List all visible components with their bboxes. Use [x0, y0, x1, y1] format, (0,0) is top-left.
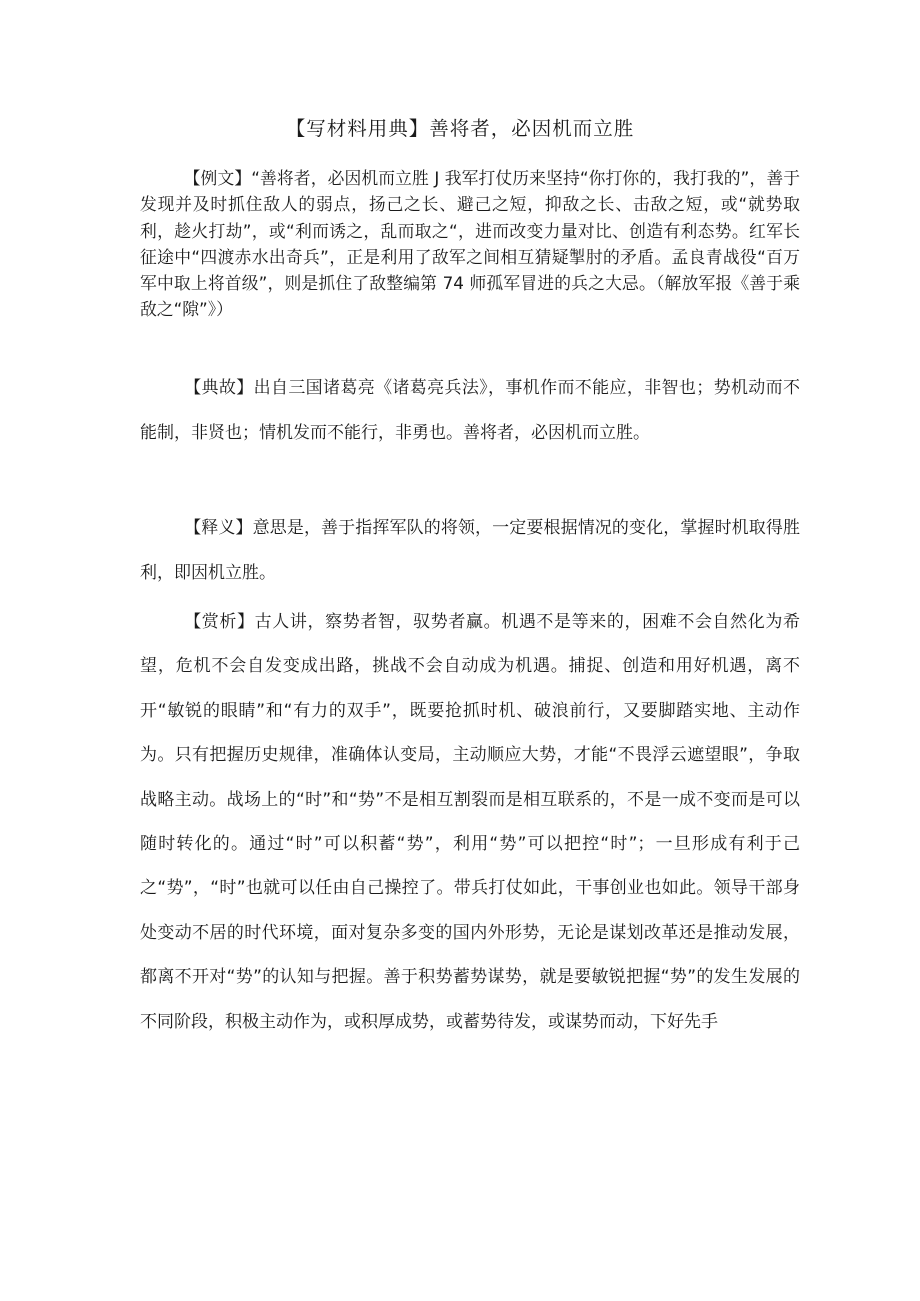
section-text-analysis: 古人讲，察势者智，驭势者赢。机遇不是等来的，困难不会自然化为希望，危机不会自发变成出路，挑战不会自动成为机遇。捕捉、创造和用好机遇，离不开“敏锐的眼睛”和“有力的双手”，既要抢抓时机、破浪前行，又要脚踏实地、主动作为。只有把握历史规律，准确体认变局，主动顺应大势，才能“不畏浮云遮望眼”，争取战略主动。战场上的“时”和“势”不是相互割裂而是相互联系的，不是一成不变而是可以随时转化的。通过“时”可以积蓄“势”，利用“势”可以把控“时”；一旦形成有利于己之“势”，“时”也就可以任由自己操控了。带兵打仗如此，干事创业也如此。领导干部身处变动不居的时代环境，面对复杂多变的国内外形势，无论是谋划改革还是推动发展，都离不开对“势”的认知与把握。善于积势蓄势谋势，就是要敏锐把握“势”的发生发展的不同阶段，积极主动作为，或积厚成势，或蓄势待发，或谋势而动，下好先手 [140, 612, 800, 1032]
section-tag-example: 【例文】 [183, 168, 252, 188]
section-tag-allusion: 【典故】 [184, 378, 254, 398]
paragraph-allusion [140, 366, 800, 455]
section-text-allusion: 出自三国诸葛亮《诸葛亮兵法》，事机作而不能应，非智也；势机动而不能制，非贤也；情机发而不能行，非勇也。善将者，必因机而立胜。 [140, 378, 801, 443]
paragraph-meaning [140, 506, 800, 595]
section-tag-analysis: 【赏析】 [184, 612, 255, 632]
paragraph-analysis [140, 600, 800, 1260]
document-title: 【写材料用典】善将者，必因机而立胜 [285, 117, 635, 140]
section-tag-meaning: 【释义】 [184, 518, 253, 538]
section-text-example: “善将者，必因机而立胜 J 我军打仗历来坚持“你打你的，我打我的”，善于发现并及时抓住敌人的弱点，扬己之长、避己之短，抑敌之长、击敌之短，或“就势取利，趁火打劫”，或“利而诱之，乱而取之“，进而改变力量对比、创造有利态势。红军长征途中“四渡赤水出奇兵”，正是利用了敌军之间相互猜疑掣肘的矛盾。孟良青战役“百万军中取上将首级”，则是抓住了敌整编第 74 师孤军冒进的兵之大忌。（解放军报《善于乘敌之“隙”》） [140, 168, 800, 320]
paragraph-example [140, 165, 800, 323]
section-text-meaning: 意思是，善于指挥军队的将领，一定要根据情况的变化，掌握时机取得胜利，即因机立胜。 [140, 518, 801, 583]
